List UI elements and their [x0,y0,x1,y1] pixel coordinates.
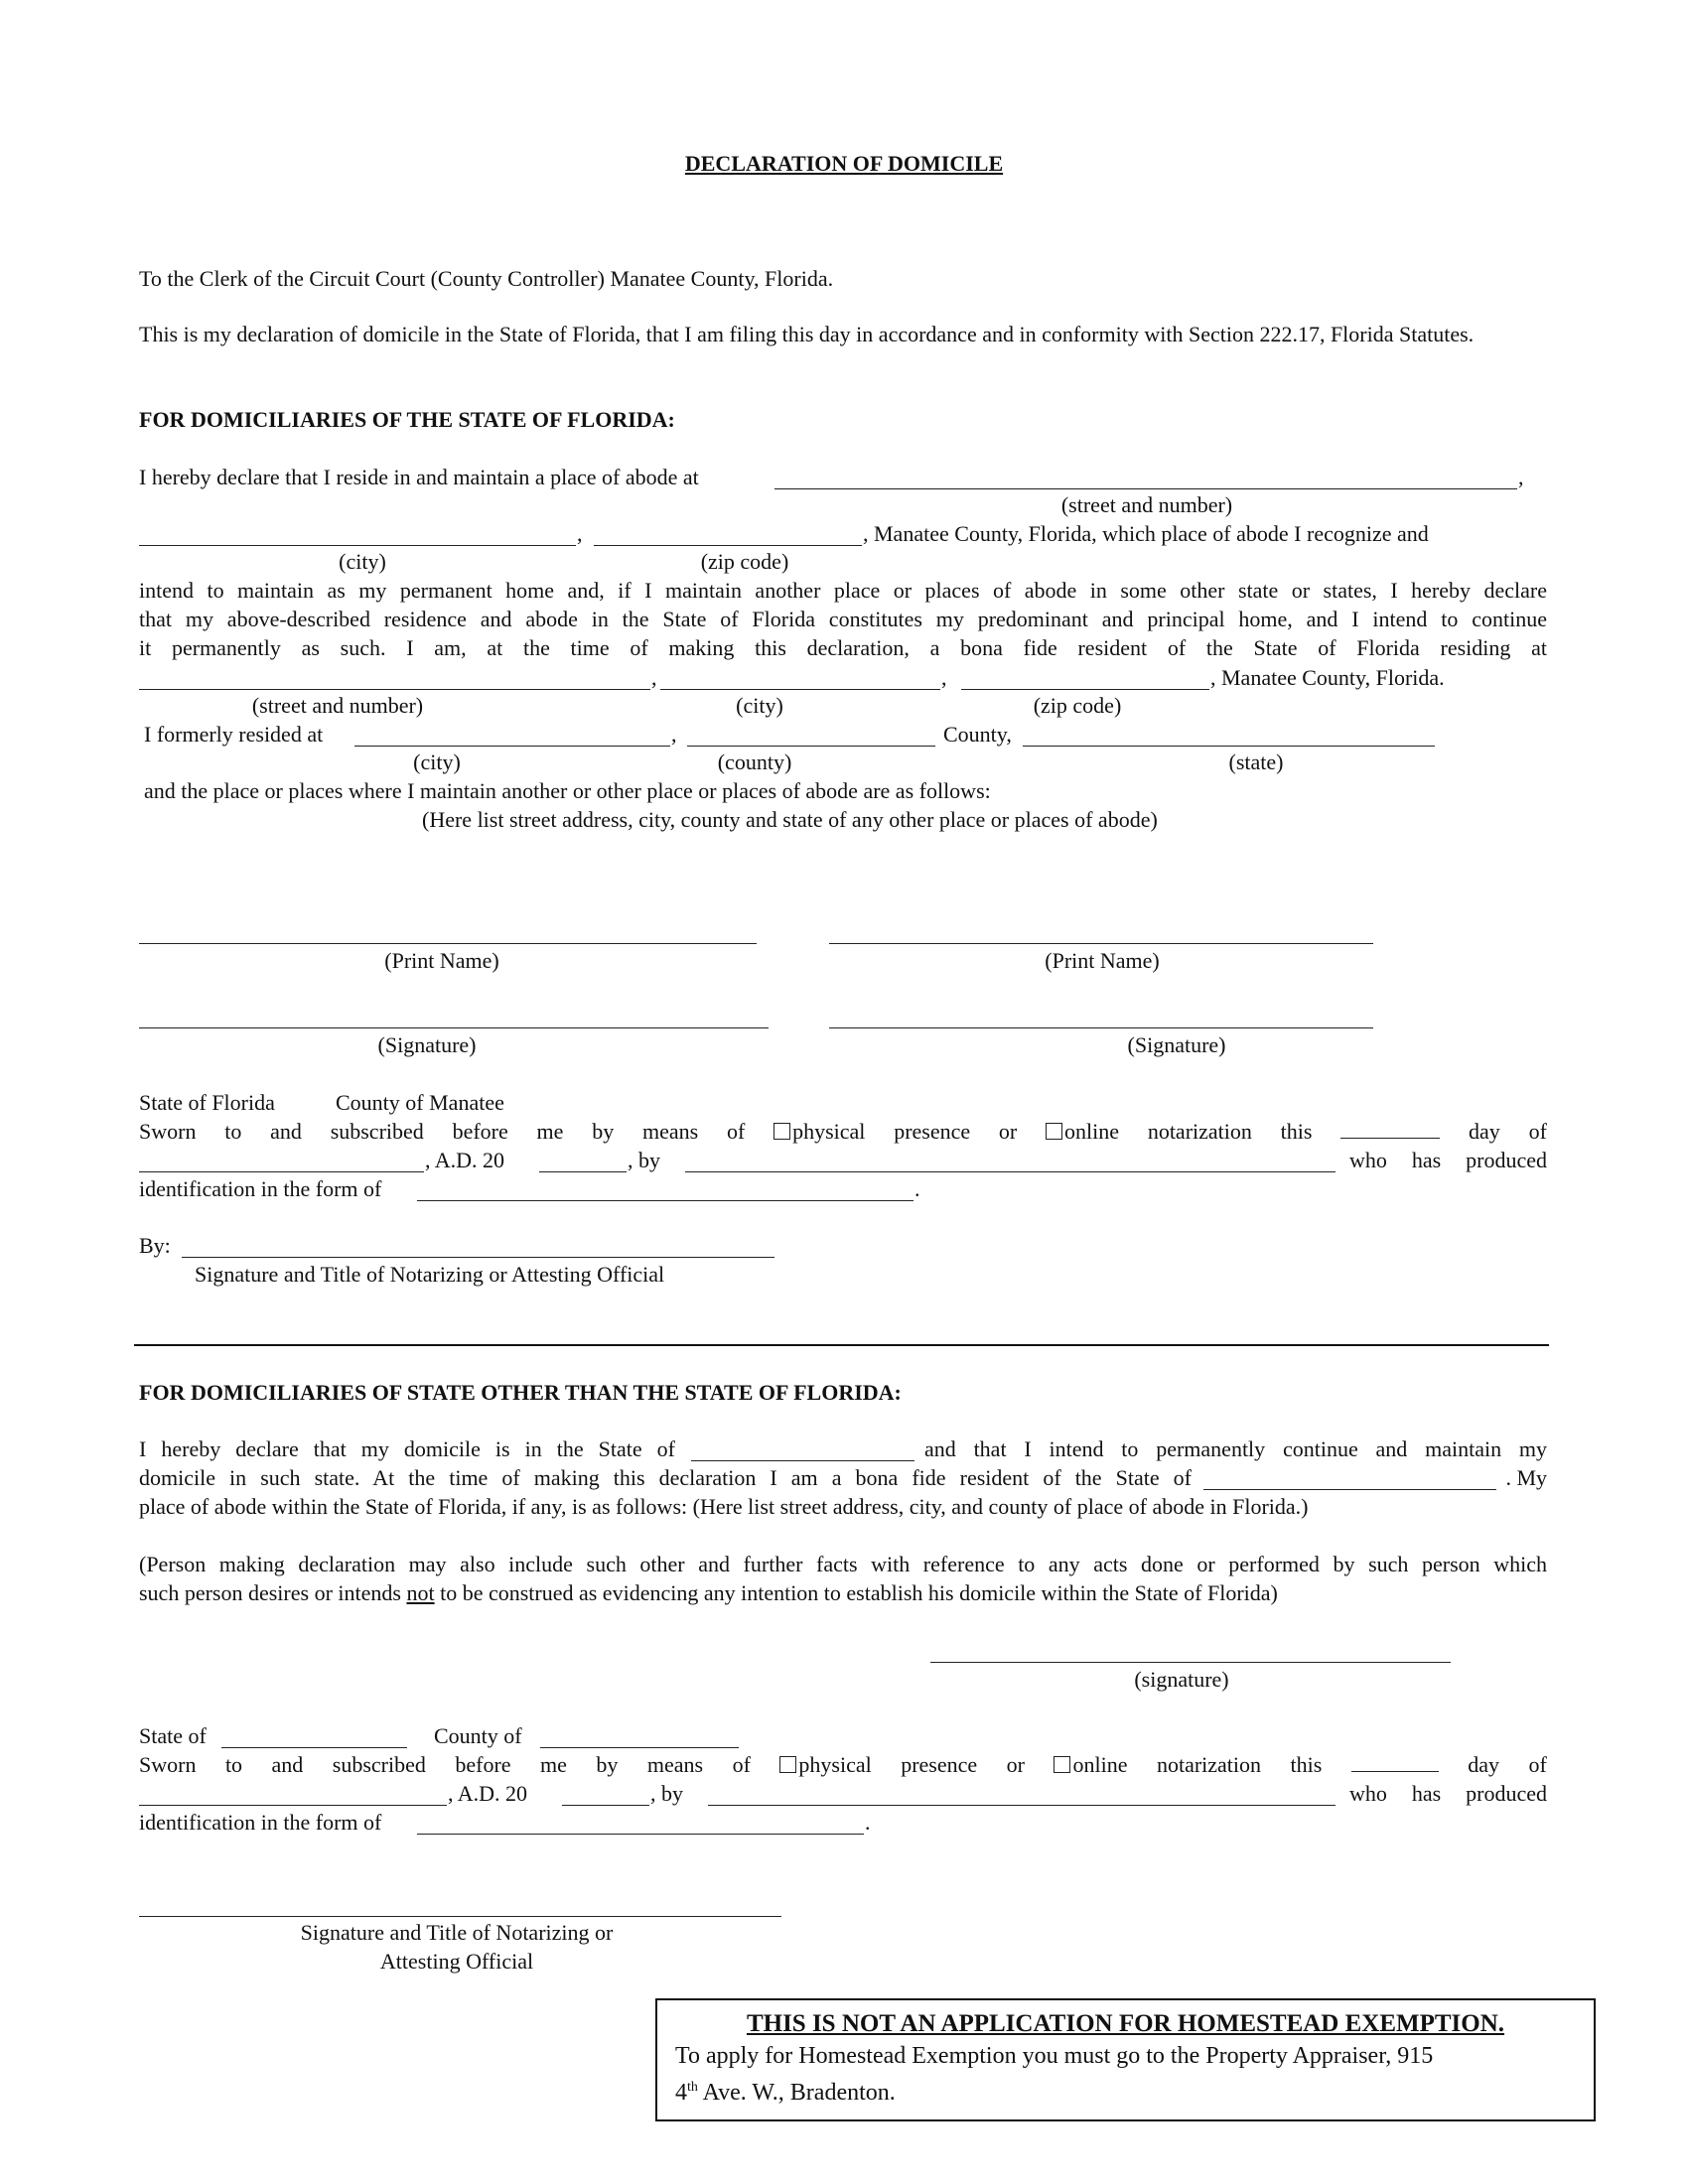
notice-superscript: th [687,2080,698,2095]
checkbox-icon[interactable] [1046,1123,1062,1140]
zip-caption: (zip code) [1033,693,1122,718]
online-label: online [1064,1119,1120,1144]
physical-label: physical [798,1752,872,1777]
florida-section-heading: FOR DOMICILIARIES OF THE STATE OF FLORIDA: [139,407,675,432]
period: . [914,1176,920,1201]
notary-official-caption: Signature and Title of Notarizing or [300,1920,614,1945]
zip-caption: (zip code) [700,549,789,574]
note-not: not [406,1580,435,1605]
sworn-word: Sworn [139,1119,197,1144]
residing-zip-field[interactable] [961,689,1209,690]
who-has-produced-text: who has produced [1349,1148,1547,1172]
ad-label: , A.D. 20 [425,1148,505,1172]
comma: , [941,665,947,690]
by-label: , by [650,1781,683,1806]
month-field[interactable] [139,1171,424,1172]
notice-line [675,2072,896,2109]
abode-statement: I hereby declare that I reside in and maintain a place of abode at [139,465,699,489]
notice-line: To apply for Homestead Exemption you must go to the Property Appraiser, 915 [675,2043,1434,2069]
ad-label: , A.D. 20 [448,1781,528,1806]
affiant-name-field[interactable] [708,1805,1336,1806]
street-caption: (street and number) [1060,492,1233,517]
former-county-field[interactable] [687,746,935,747]
sworn-word: subscribed [330,1119,424,1144]
by-signature-label: By: [139,1233,171,1258]
abode-city-field[interactable] [139,545,576,546]
physical-presence-option[interactable] [779,1750,871,1779]
notary-county-field[interactable] [540,1747,739,1748]
county-label: County, [943,722,1012,747]
domicile-state-field[interactable] [691,1460,914,1461]
checkbox-icon[interactable] [774,1123,790,1140]
manatee-recognize-text: , Manatee County, Florida, which place of abode I recognize and [863,521,1429,546]
physical-label: physical [792,1119,866,1144]
notice-heading: THIS IS NOT AN APPLICATION FOR HOMESTEAD EXEMPTION. [746,2010,1505,2037]
city-caption: (city) [736,693,783,718]
note-text: to be construed as evidencing any intention to establish his domicile within the State of Florida) [440,1580,1278,1605]
my-text: . My [1505,1465,1547,1490]
abode-street-field[interactable] [774,488,1517,489]
sworn-line-other [139,1750,1547,1779]
month-field[interactable] [139,1805,447,1806]
sworn-word: of [726,1119,746,1144]
print-name-field-1[interactable] [139,943,757,944]
notary-state-label: State of Florida [139,1090,275,1115]
residing-street-field[interactable] [139,689,650,690]
other-state-section-heading: FOR DOMICILIARIES OF STATE OTHER THAN THE STATE OF FLORIDA: [139,1380,902,1405]
manatee-county-text: , Manatee County, Florida. [1210,665,1445,690]
resident-state-field[interactable] [1203,1489,1496,1490]
notary-signature-field[interactable] [182,1257,774,1258]
city-caption: (city) [413,750,461,774]
sworn-word: to [224,1752,243,1777]
notice-text: 4 [675,2080,687,2106]
notary-state-field[interactable] [221,1747,407,1748]
notarization-word: notarization [1156,1752,1262,1777]
checkbox-icon[interactable] [779,1756,796,1773]
signature-field-1[interactable] [139,1027,769,1028]
day-word: day [1469,1119,1500,1144]
state-of-label: State of [139,1723,207,1748]
day-field[interactable] [1351,1751,1439,1772]
bona-fide-statement: domicile in such state. At the time of making this declaration I am a bona fide resident of the State of [139,1465,1192,1490]
sworn-word: by [592,1119,615,1144]
identification-field[interactable] [417,1834,864,1835]
this-word: this [1280,1119,1313,1144]
of-word: of [1528,1752,1547,1777]
sworn-word: before [455,1752,511,1777]
document-title: DECLARATION OF DOMICILE [684,151,1004,176]
florida-paragraph-line: it permanently as such. I am, at the time of making this declaration, a bona fide resident of the State of Florida residing at [139,635,1547,660]
declarant-signature-field[interactable] [930,1662,1451,1663]
florida-abode-statement: place of abode within the State of Florida, if any, is as follows: (Here list street address, city, and county of place of abode in Florida.) [139,1494,1309,1519]
of-word: of [1528,1119,1547,1144]
sworn-word: me [540,1752,567,1777]
print-name-caption: (Print Name) [384,948,499,973]
year-field[interactable] [562,1805,649,1806]
day-field[interactable] [1340,1118,1440,1139]
abode-zip-field[interactable] [594,545,862,546]
identification-field[interactable] [417,1200,914,1201]
this-word: this [1290,1752,1323,1777]
signature-caption: (Signature) [377,1032,477,1057]
sworn-word: and [270,1119,302,1144]
county-caption: (county) [717,750,792,774]
sworn-word: before [452,1119,508,1144]
addressee-line: To the Clerk of the Circuit Court (County Controller) Manatee County, Florida. [139,266,834,291]
day-word: day [1468,1752,1500,1777]
signature-field-2[interactable] [829,1027,1373,1028]
continue-maintain-text: and that I intend to permanently continue and maintain my [924,1436,1547,1461]
year-field[interactable] [539,1171,627,1172]
sworn-line-florida [139,1117,1547,1146]
residing-city-field[interactable] [660,689,940,690]
notary-official-caption: Signature and Title of Notarizing or Attesting Official [195,1262,665,1287]
sworn-word: subscribed [332,1752,426,1777]
other-places-note: (Here list street address, city, county and state of any other place or places of abode) [422,807,1158,832]
sworn-word: means [641,1119,699,1144]
print-name-caption: (Print Name) [1045,948,1160,973]
notice-text: Ave. W., Bradenton. [697,2080,896,2106]
sworn-word: to [224,1119,242,1144]
declaration-paragraph: This is my declaration of domicile in the State of Florida, that I am filing this day in accordance and in conformity with Section 222.17, Florida Statutes. [139,322,1475,346]
sworn-word: of [732,1752,751,1777]
other-places-statement: and the place or places where I maintain another or other place or places of abode are as follows: [144,778,991,803]
identification-label: identification in the form of [139,1810,382,1835]
former-city-field[interactable] [354,746,670,747]
online-notarization-option[interactable] [1054,1750,1127,1779]
sworn-word: Sworn [139,1752,197,1777]
print-name-field-2[interactable] [829,943,1373,944]
by-label: , by [628,1148,660,1172]
comma: , [577,521,583,546]
physical-presence-option[interactable] [774,1117,865,1146]
who-has-produced-text: who has produced [1349,1781,1547,1806]
section-divider [134,1344,1549,1346]
comma: , [651,665,657,690]
checkbox-icon[interactable] [1054,1756,1070,1773]
identification-label: identification in the form of [139,1176,382,1201]
former-state-field[interactable] [1023,746,1435,747]
person-note-line [139,1578,1278,1607]
homestead-notice-box [655,1998,1596,2121]
period: . [865,1810,871,1835]
signature-caption: (signature) [1134,1667,1229,1692]
comma: , [1518,465,1524,489]
online-label: online [1072,1752,1128,1777]
signature-caption: (Signature) [1127,1032,1226,1057]
affiant-name-field[interactable] [685,1171,1336,1172]
city-caption: (city) [339,549,386,574]
or-word: or [998,1119,1018,1144]
florida-paragraph-line: intend to maintain as my permanent home and, if I maintain another place or places of abode in some other state or states, I hereby declare [139,578,1547,603]
or-word: or [1006,1752,1025,1777]
county-of-label: County of [434,1723,522,1748]
sworn-word: means [646,1752,704,1777]
street-caption: (street and number) [251,693,424,718]
notary-signature-field[interactable] [139,1916,781,1917]
sworn-word: me [536,1119,564,1144]
note-text: such person desires or intends [139,1580,401,1605]
domicile-state-statement: I hereby declare that my domicile is in the State of [139,1436,675,1461]
notary-county-label: County of Manatee [336,1090,504,1115]
notarization-word: notarization [1147,1119,1252,1144]
sworn-word: and [271,1752,304,1777]
notary-official-caption: Attesting Official [379,1949,534,1974]
person-note-line: (Person making declaration may also include such other and further facts with reference to any acts done or performed by such person which [139,1552,1547,1576]
florida-paragraph-line: that my above-described residence and abode in the State of Florida constitutes my predominant and principal home, and I intend to continue [139,607,1547,631]
formerly-resided-label: I formerly resided at [144,722,324,747]
online-notarization-option[interactable] [1046,1117,1119,1146]
comma: , [671,722,677,747]
presence-word: presence [901,1752,978,1777]
state-caption: (state) [1228,750,1284,774]
presence-word: presence [894,1119,971,1144]
sworn-word: by [596,1752,619,1777]
